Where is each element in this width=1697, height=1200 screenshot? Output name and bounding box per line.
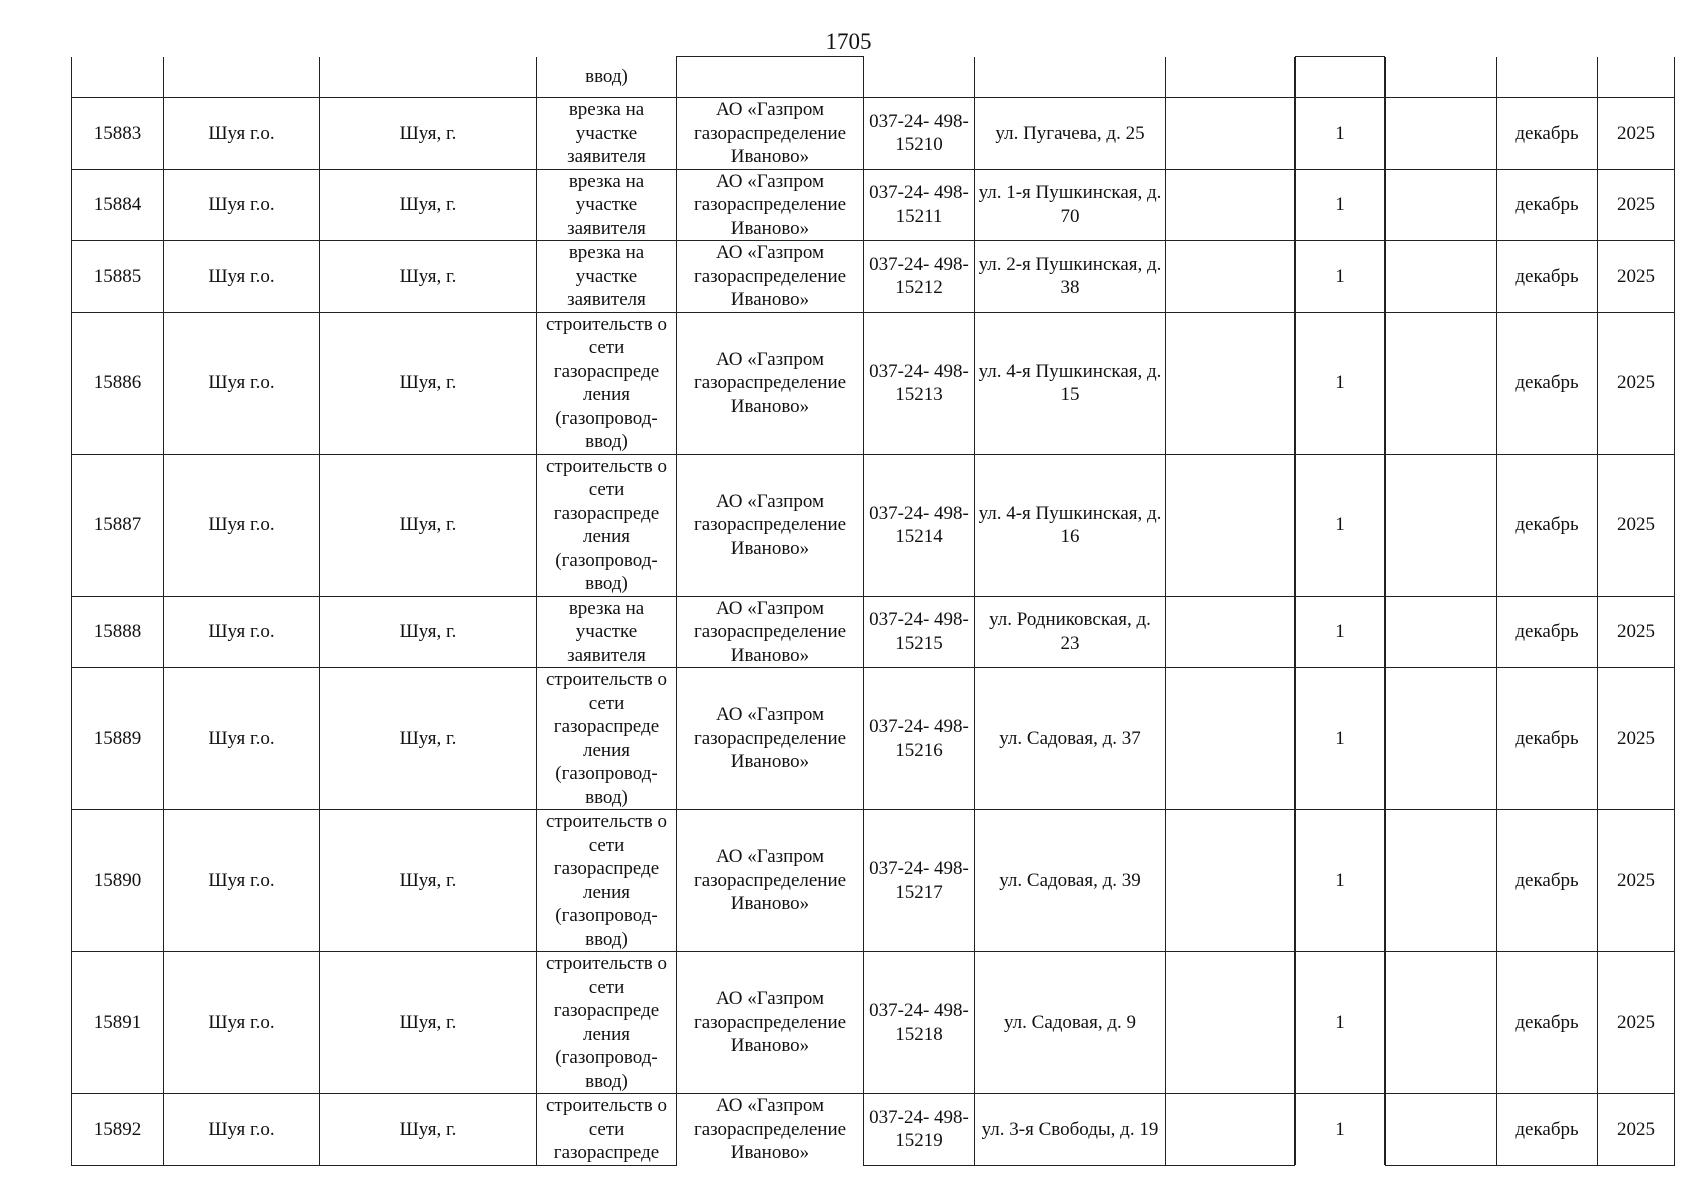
cell-work-type: строительств о сети газораспреде ления (газопровод- ввод) [537, 312, 677, 454]
cell-settlement: Шуя, г. [320, 1094, 537, 1166]
cell-quantity [1296, 57, 1385, 98]
cell-address: ул. Садовая, д. 9 [975, 952, 1166, 1094]
cell-year: 2025 [1598, 596, 1675, 668]
cell-settlement: Шуя, г. [320, 810, 537, 952]
cell-col10 [1386, 1094, 1497, 1166]
cell-year: 2025 [1598, 241, 1675, 313]
cell-id: 15891 [72, 952, 164, 1094]
cell-district [164, 57, 320, 98]
cell-settlement: Шуя, г. [320, 169, 537, 241]
cell-code: 037-24- 498-15210 [864, 98, 975, 170]
cell-address: ул. 2-я Пушкинская, д. 38 [975, 241, 1166, 313]
cell-col8 [1166, 668, 1295, 810]
cell-settlement: Шуя, г. [320, 312, 537, 454]
cell-col10 [1386, 169, 1497, 241]
cell-address: ул. Пугачева, д. 25 [975, 98, 1166, 170]
cell-col10 [1386, 241, 1497, 313]
cell-month: декабрь [1497, 952, 1598, 1094]
cell-district: Шуя г.о. [164, 98, 320, 170]
cell-month: декабрь [1497, 810, 1598, 952]
cell-quantity: 1 [1296, 454, 1385, 596]
cell-work-type: врезка на участке заявителя [537, 98, 677, 170]
cell-col8 [1166, 596, 1295, 668]
cell-organization: АО «Газпром газораспределение Иваново» [677, 241, 864, 313]
cell-organization: АО «Газпром газораспределение Иваново» [677, 98, 864, 170]
cell-address [975, 57, 1166, 98]
cell-col10 [1386, 57, 1497, 98]
cell-district: Шуя г.о. [164, 169, 320, 241]
table-row [72, 312, 1675, 454]
cell-work-type: строительств о сети газораспреде ления (газопровод- ввод) [537, 668, 677, 810]
cell-quantity: 1 [1296, 596, 1385, 668]
cell-district: Шуя г.о. [164, 668, 320, 810]
cell-district: Шуя г.о. [164, 810, 320, 952]
cell-district: Шуя г.о. [164, 454, 320, 596]
cell-organization [677, 57, 864, 98]
cell-quantity: 1 [1296, 241, 1385, 313]
cell-col10 [1386, 952, 1497, 1094]
cell-code: 037-24- 498-15213 [864, 312, 975, 454]
cell-work-type: строительств о сети газораспреде ления (газопровод- ввод) [537, 454, 677, 596]
continuation-row [72, 57, 1675, 98]
cell-address: ул. Садовая, д. 39 [975, 810, 1166, 952]
cell-month: декабрь [1497, 241, 1598, 313]
cell-quantity: 1 [1296, 169, 1385, 241]
cell-year: 2025 [1598, 312, 1675, 454]
cell-organization: АО «Газпром газораспределение Иваново» [677, 810, 864, 952]
cell-work-type: строительств о сети газораспреде [537, 1094, 677, 1166]
cell-work-type: строительств о сети газораспреде ления (газопровод- ввод) [537, 810, 677, 952]
table-row [72, 1094, 1675, 1166]
cell-month: декабрь [1497, 1094, 1598, 1166]
gas-connection-registry-table [71, 56, 1675, 1166]
cell-work-type: ввод) [537, 57, 677, 98]
cell-district: Шуя г.о. [164, 241, 320, 313]
cell-col10 [1386, 596, 1497, 668]
cell-quantity: 1 [1296, 668, 1385, 810]
cell-quantity: 1 [1296, 1094, 1385, 1166]
cell-month: декабрь [1497, 668, 1598, 810]
cell-work-type: врезка на участке заявителя [537, 169, 677, 241]
cell-district: Шуя г.о. [164, 596, 320, 668]
cell-year: 2025 [1598, 98, 1675, 170]
table-row [72, 596, 1675, 668]
cell-id: 15884 [72, 169, 164, 241]
table-row [72, 169, 1675, 241]
cell-month [1497, 57, 1598, 98]
cell-month: декабрь [1497, 596, 1598, 668]
cell-address: ул. 4-я Пушкинская, д. 15 [975, 312, 1166, 454]
cell-col8 [1166, 312, 1295, 454]
cell-code: 037-24- 498-15215 [864, 596, 975, 668]
cell-year: 2025 [1598, 169, 1675, 241]
table-row [72, 454, 1675, 596]
cell-address: ул. Родниковская, д. 23 [975, 596, 1166, 668]
cell-id: 15889 [72, 668, 164, 810]
cell-code: 037-24- 498-15212 [864, 241, 975, 313]
cell-settlement: Шуя, г. [320, 454, 537, 596]
cell-organization: АО «Газпром газораспределение Иваново» [677, 169, 864, 241]
cell-code: 037-24- 498-15219 [864, 1094, 975, 1166]
cell-organization: АО «Газпром газораспределение Иваново» [677, 668, 864, 810]
cell-work-type: врезка на участке заявителя [537, 596, 677, 668]
cell-district: Шуя г.о. [164, 952, 320, 1094]
cell-col8 [1166, 810, 1295, 952]
cell-year: 2025 [1598, 1094, 1675, 1166]
cell-address: ул. Садовая, д. 37 [975, 668, 1166, 810]
table-row [72, 98, 1675, 170]
cell-col10 [1386, 312, 1497, 454]
cell-settlement: Шуя, г. [320, 98, 537, 170]
cell-col8 [1166, 169, 1295, 241]
cell-id: 15892 [72, 1094, 164, 1166]
cell-id: 15883 [72, 98, 164, 170]
cell-quantity: 1 [1296, 810, 1385, 952]
cell-address: ул. 3-я Свободы, д. 19 [975, 1094, 1166, 1166]
cell-settlement: Шуя, г. [320, 952, 537, 1094]
cell-district: Шуя г.о. [164, 312, 320, 454]
cell-settlement: Шуя, г. [320, 668, 537, 810]
cell-quantity: 1 [1296, 312, 1385, 454]
cell-month: декабрь [1497, 312, 1598, 454]
cell-month: декабрь [1497, 169, 1598, 241]
table-row [72, 668, 1675, 810]
cell-organization: АО «Газпром газораспределение Иваново» [677, 596, 864, 668]
cell-id: 15890 [72, 810, 164, 952]
cell-district: Шуя г.о. [164, 1094, 320, 1166]
cell-year: 2025 [1598, 952, 1675, 1094]
cell-col8 [1166, 57, 1295, 98]
cell-code: 037-24- 498-15211 [864, 169, 975, 241]
cell-quantity: 1 [1296, 952, 1385, 1094]
page-number: 1705 [825, 29, 872, 54]
cell-col8 [1166, 98, 1295, 170]
cell-id: 15885 [72, 241, 164, 313]
cell-settlement: Шуя, г. [320, 596, 537, 668]
cell-col8 [1166, 952, 1295, 1094]
cell-work-type: строительств о сети газораспреде ления (газопровод- ввод) [537, 952, 677, 1094]
cell-year [1598, 57, 1675, 98]
cell-col10 [1386, 98, 1497, 170]
cell-id [72, 57, 164, 98]
cell-id: 15886 [72, 312, 164, 454]
cell-col10 [1386, 668, 1497, 810]
cell-code [864, 57, 975, 98]
cell-organization: АО «Газпром газораспределение Иваново» [677, 454, 864, 596]
table-row [72, 810, 1675, 952]
cell-organization: АО «Газпром газораспределение Иваново» [677, 952, 864, 1094]
cell-address: ул. 4-я Пушкинская, д. 16 [975, 454, 1166, 596]
table-row [72, 241, 1675, 313]
cell-organization: АО «Газпром газораспределение Иваново» [677, 312, 864, 454]
cell-year: 2025 [1598, 810, 1675, 952]
cell-code: 037-24- 498-15216 [864, 668, 975, 810]
cell-col8 [1166, 1094, 1295, 1166]
cell-col10 [1386, 810, 1497, 952]
cell-year: 2025 [1598, 668, 1675, 810]
cell-quantity: 1 [1296, 98, 1385, 170]
cell-work-type: врезка на участке заявителя [537, 241, 677, 313]
cell-id: 15888 [72, 596, 164, 668]
cell-col10 [1386, 454, 1497, 596]
cell-col8 [1166, 454, 1295, 596]
cell-month: декабрь [1497, 454, 1598, 596]
cell-settlement: Шуя, г. [320, 241, 537, 313]
cell-id: 15887 [72, 454, 164, 596]
cell-code: 037-24- 498-15217 [864, 810, 975, 952]
cell-code: 037-24- 498-15214 [864, 454, 975, 596]
table-row [72, 952, 1675, 1094]
cell-year: 2025 [1598, 454, 1675, 596]
cell-col8 [1166, 241, 1295, 313]
cell-organization: АО «Газпром газораспределение Иваново» [677, 1094, 864, 1166]
cell-code: 037-24- 498-15218 [864, 952, 975, 1094]
cell-address: ул. 1-я Пушкинская, д. 70 [975, 169, 1166, 241]
cell-settlement [320, 57, 537, 98]
cell-month: декабрь [1497, 98, 1598, 170]
